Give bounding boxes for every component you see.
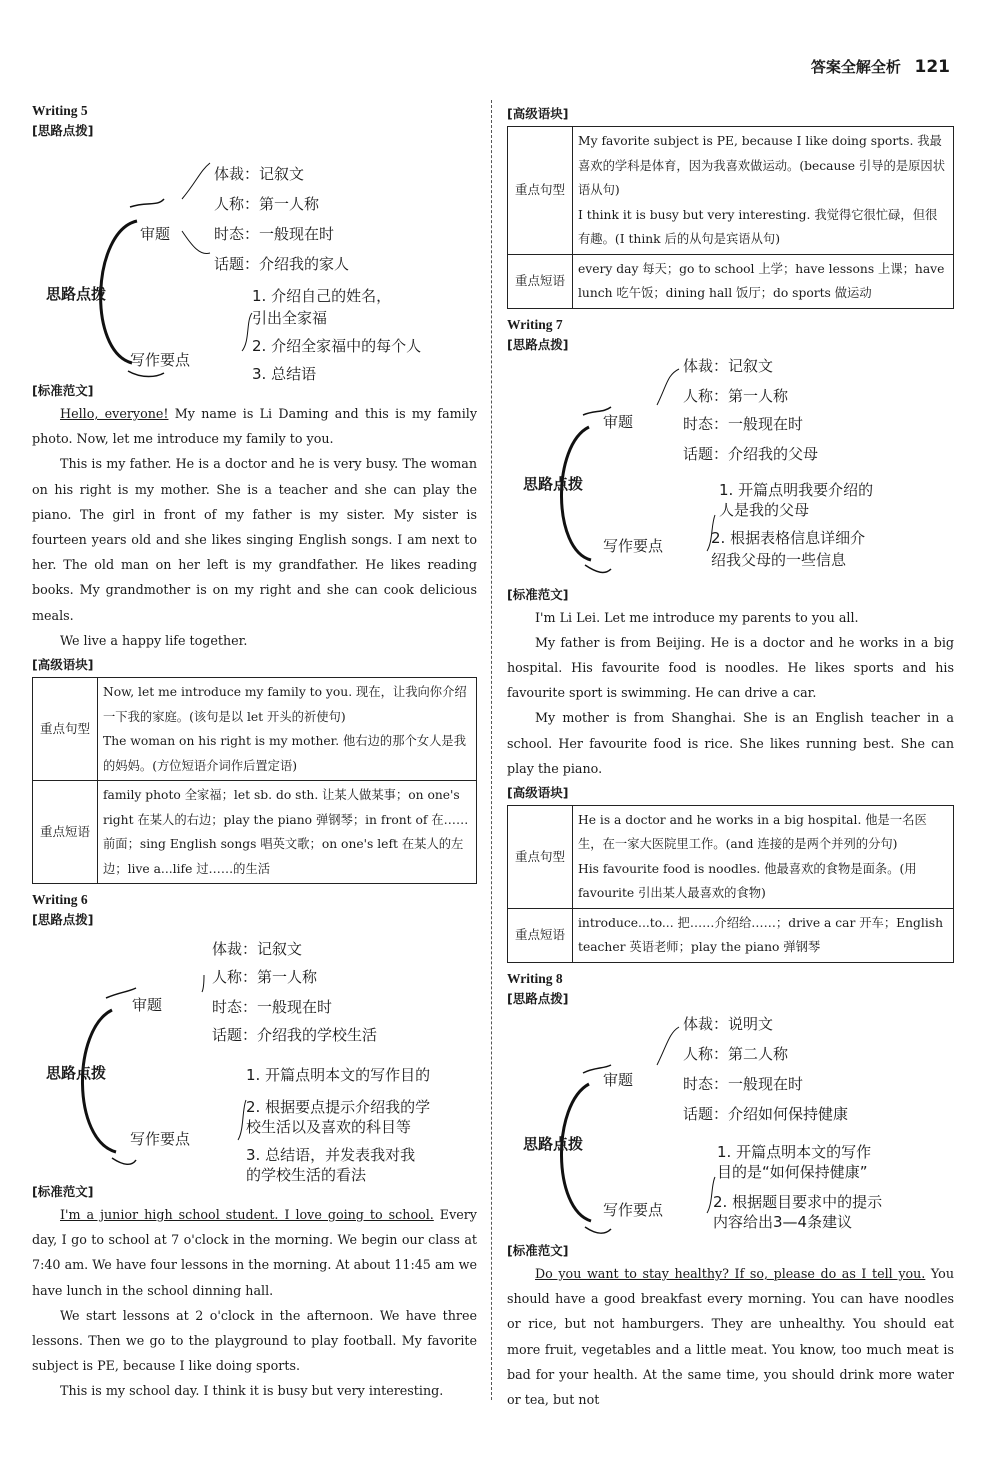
- writing6-model-tag: [标准范文]: [32, 1184, 94, 1200]
- writing7-mindmap: [507, 355, 954, 583]
- mindmap-item: 体裁：记叙文: [212, 940, 303, 959]
- essay-text: My name is Li Daming and this is my family photo. Now, let me introduce my family to you.: [32, 406, 477, 447]
- writing7-outline-tag: [思路点拨]: [507, 336, 569, 352]
- table-row: [508, 908, 954, 962]
- left-column: [32, 95, 477, 1404]
- mindmap-branch-points: 写作要点: [603, 536, 664, 555]
- mindmap-item: 目的是“如何保持健康”: [717, 1162, 868, 1181]
- writing8-outline-tag: [思路点拨]: [507, 990, 569, 1006]
- writing5-model-tag: [标准范文]: [32, 383, 94, 398]
- mindmap-branch-review: 审题: [603, 1070, 634, 1089]
- writing7-chunks-tag: [高级语块]: [507, 784, 569, 800]
- writing6-essay: [32, 1202, 477, 1404]
- mindmap-item: 体裁：记叙文: [214, 165, 305, 183]
- mindmap-item: 2. 介绍全家福中的每个人: [252, 337, 422, 355]
- writing7-vocab-table: [507, 805, 954, 963]
- row-content: [573, 805, 954, 908]
- page-number: 121: [914, 57, 950, 77]
- mindmap-root: 思路点拨: [523, 474, 584, 493]
- mindmap-item: 1. 开篇点明本文的写作: [717, 1142, 872, 1161]
- writing8-mindmap: [507, 1009, 954, 1239]
- mindmap-item: 话题：介绍我的家人: [214, 255, 350, 273]
- table-row: [508, 127, 954, 255]
- mindmap-item: 话题：介绍我的学校生活: [212, 1026, 378, 1045]
- writing8-essay: [507, 1261, 954, 1412]
- table-row: [508, 254, 954, 308]
- mindmap-item: 绍我父母的一些信息: [711, 550, 847, 569]
- writing8-title: Writing 8: [507, 970, 563, 986]
- row-content: [573, 127, 954, 255]
- mindmap-item: 校生活以及喜欢的科目等: [246, 1118, 412, 1137]
- sentence-line: My favorite subject is PE, because I like doing sports. 我最喜欢的学科是体育，因为我喜欢做运动。(because 引导的是原因状语从句): [578, 134, 946, 197]
- sentence-line: His favourite food is noodles. 他最喜欢的食物是面条。(用 favourite 引出某人最喜欢的食物): [578, 861, 917, 901]
- table-row: [33, 781, 477, 884]
- mindmap-item: 人称：第一人称: [214, 195, 320, 213]
- mindmap-branch-points: 写作要点: [130, 1130, 191, 1149]
- mindmap-branch-review: 审题: [603, 412, 634, 431]
- mindmap-item: 人称：第一人称: [212, 968, 318, 987]
- essay-paragraph: We live a happy life together.: [60, 632, 248, 648]
- row-label: 重点短语: [508, 254, 573, 308]
- writing5-chunks-tag: [高级语块]: [32, 657, 94, 673]
- mindmap-item: 2. 根据要点提示介绍我的学: [246, 1098, 431, 1117]
- writing6-title: Writing 6: [32, 892, 88, 908]
- mindmap-item: 引出全家福: [252, 309, 328, 327]
- mindmap-item: 体裁：说明文: [683, 1014, 774, 1033]
- table-row: [508, 805, 954, 908]
- sentence-line: Now, let me introduce my family to you. 现在，让我向你介绍一下我的家庭。(该句是以 let 开头的祈使句): [103, 685, 467, 724]
- page-header: [811, 56, 950, 77]
- writing7-title: Writing 7: [507, 316, 563, 332]
- mindmap-item: 3. 总结语，并发表我对我: [246, 1146, 416, 1165]
- essay-paragraph: I'm Li Lei. Let me introduce my parents to you all.: [535, 609, 859, 625]
- row-content: [98, 678, 477, 781]
- mindmap-item: 人是我的父母: [719, 500, 810, 519]
- row-label: 重点短语: [508, 908, 573, 962]
- essay-paragraph: We start lessons at 2 o'clock in the afternoon. We have three lessons. Then we go to the playground to play football. My favorite subject is PE, because I like doing sports.: [32, 1307, 477, 1374]
- mindmap-item: 体裁：记叙文: [683, 356, 774, 375]
- row-content: introduce...to... 把……介绍给……；drive a car 开车；English teacher 英语老师；play the piano 弹钢琴: [573, 908, 954, 962]
- header-title: 答案全解全析: [810, 58, 901, 76]
- mindmap-branch-review: 审题: [132, 996, 163, 1015]
- sentence-line: The woman on his right is my mother. 他右边的那个女人是我的妈妈。(方位短语介词作后置定语): [103, 734, 466, 773]
- mindmap-item: 时态：一般现在时: [214, 225, 335, 243]
- writing5-outline-tag: [思路点拨]: [32, 123, 94, 138]
- mindmap-item: 2. 根据表格信息详细介: [711, 528, 866, 547]
- essay-paragraph: My mother is from Shanghai. She is an English teacher in a school. Her favourite food is rice. She likes running best. She can play the piano.: [507, 710, 954, 776]
- table-row: [33, 678, 477, 781]
- writing5-title: Writing 5: [32, 103, 88, 118]
- essay-opening: Hello, everyone!: [60, 406, 169, 421]
- mindmap-item: 话题：介绍如何保持健康: [683, 1104, 849, 1123]
- essay-paragraph: My father is from Beijing. He is a doctor and he works in a big hospital. His favourite food is noodles. He likes sports and his favourite sport is swimming. He can drive a car.: [507, 634, 954, 701]
- essay-paragraph: This is my father. He is a doctor and he is very busy. The woman on his right is my mother. She is a teacher and she can play the piano. The girl in front of my father is my sister. My sister is fourteen years old and she likes singing English songs. I am next to her. The old man on her left is my grandfather. He likes reading books. My grandmother is on my right and she can cook delicious meals.: [32, 456, 477, 623]
- mindmap-item: 时态：一般现在时: [683, 414, 804, 433]
- mindmap-item: 1. 开篇点明我要介绍的: [719, 480, 874, 499]
- right-column: [507, 100, 954, 1412]
- sentence-line: I think it is busy but very interesting. 我觉得它很忙碌，但很有趣。(I think 后的从句是宾语从句): [578, 207, 938, 246]
- essay-opening: Do you want to stay healthy? If so, please do as I tell you.: [535, 1265, 926, 1281]
- mindmap-item: 的学校生活的看法: [246, 1166, 367, 1185]
- mindmap-root: 思路点拨: [46, 1064, 107, 1083]
- row-content: every day 每天；go to school 上学；have lessons 上课；have lunch 吃午饭；dining hall 饭厅；do sports 做运动: [573, 254, 954, 308]
- mindmap-item: 人称：第二人称: [683, 1044, 789, 1063]
- mindmap-branch-review: 审题: [140, 225, 171, 243]
- writing5-mindmap: [32, 141, 477, 383]
- mindmap-item: 时态：一般现在时: [212, 998, 333, 1017]
- essay-text: You should have a good breakfast every morning. You can have noodles or rice, but not hamburgers. They are unhealthy. You should eat more fruit, vegetables and a little meat. You know, too much meat is bad for your health. At the same time, you should drink more water or tea, but not: [507, 1265, 954, 1407]
- essay-paragraph: This is my school day. I think it is busy but very interesting.: [60, 1383, 444, 1399]
- column-divider: [491, 100, 492, 1400]
- mindmap-root: 思路点拨: [46, 285, 107, 303]
- mindmap-item: 3. 总结语: [252, 365, 317, 383]
- mindmap-item: 1. 开篇点明本文的写作目的: [246, 1066, 431, 1085]
- mindmap-item: 人称：第一人称: [683, 386, 789, 405]
- sentence-line: He is a doctor and he works in a big hospital. 他是一名医生，在一家大医院里工作。(and 连接的是两个并列的分句): [578, 812, 927, 852]
- writing6-mindmap: [32, 930, 477, 1185]
- mindmap-item: 时态：一般现在时: [683, 1074, 804, 1093]
- mindmap-item: 2. 根据题目要求中的提示: [713, 1192, 883, 1211]
- mindmap-branch-points: 写作要点: [603, 1200, 664, 1219]
- writing6-chunks-tag: [高级语块]: [507, 106, 569, 121]
- essay-text: Every day, I go to school at 7 o'clock in the morning. We begin our class at 7:40 am. We have four lessons in the morning. At about 11:45 am we have lunch in the school dinning hall.: [32, 1207, 477, 1298]
- writing5-vocab-table: [32, 677, 477, 884]
- row-label: 重点短语: [33, 781, 98, 884]
- mindmap-item: 1. 介绍自己的姓名，: [252, 287, 392, 305]
- row-label: 重点句型: [508, 805, 573, 908]
- essay-opening: I'm a junior high school student. I love going to school.: [60, 1207, 434, 1223]
- writing7-essay: [507, 605, 954, 781]
- writing5-essay: [32, 401, 477, 653]
- writing6-outline-tag: [思路点拨]: [32, 912, 94, 928]
- writing8-model-tag: [标准范文]: [507, 1242, 569, 1258]
- writing7-model-tag: [标准范文]: [507, 586, 569, 602]
- mindmap-item: 内容给出3—4条建议: [713, 1212, 853, 1231]
- mindmap-branch-points: 写作要点: [130, 351, 191, 369]
- mindmap-root: 思路点拨: [523, 1134, 584, 1153]
- row-label: 重点句型: [508, 127, 573, 255]
- row-content: family photo 全家福；let sb. do sth. 让某人做某事；on one's right 在某人的右边；play the piano 弹钢琴；in front of 在……前面；sing English songs 唱英文歌；on one's left 在某人的左边；live a...life 过……的生活: [98, 781, 477, 884]
- row-label: 重点句型: [33, 678, 98, 781]
- mindmap-item: 话题：介绍我的父母: [683, 444, 819, 463]
- writing6-vocab-table: [507, 126, 954, 309]
